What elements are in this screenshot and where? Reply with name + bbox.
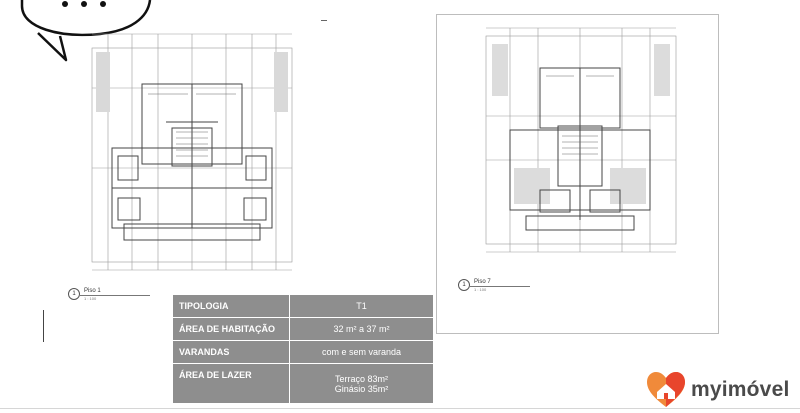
table-row (173, 318, 433, 340)
table-row (173, 295, 433, 317)
divider (80, 295, 150, 296)
specs-table (172, 294, 434, 404)
balconies-value: com e sem varanda (290, 341, 433, 363)
stray-mark (321, 20, 327, 21)
floor-plan-piso-1 (88, 28, 298, 278)
balconies-label: VARANDAS (173, 341, 289, 363)
divider (470, 286, 530, 287)
table-row (173, 364, 433, 403)
plan-name: Piso 7 (474, 279, 491, 285)
typology-label: TIPOLOGIA (173, 295, 289, 317)
table-row (173, 341, 433, 363)
logo-text: myimóvel (691, 378, 790, 401)
gym-area: Ginásio 35m² (334, 383, 389, 394)
plan-number: 1 (458, 279, 470, 291)
housing-area-label: ÁREA DE HABITAÇÃO (173, 318, 289, 340)
plan-scale: 1 : 100 (84, 296, 97, 301)
floor-plan-piso-7 (470, 20, 688, 270)
leisure-area-label: ÁREA DE LAZER (173, 364, 289, 403)
plan-name: Piso 1 (84, 288, 101, 294)
text-cursor (43, 310, 44, 342)
housing-area-value: 32 m² a 37 m² (290, 318, 433, 340)
plan-scale: 1 : 100 (474, 287, 487, 292)
leisure-area-value (290, 364, 433, 403)
typology-value: T1 (290, 295, 433, 317)
terrace-area: Terraço 83m² (334, 373, 388, 384)
myimovel-logo (645, 371, 789, 409)
plan-number: 1 (68, 288, 80, 300)
heart-house-icon (645, 371, 687, 409)
